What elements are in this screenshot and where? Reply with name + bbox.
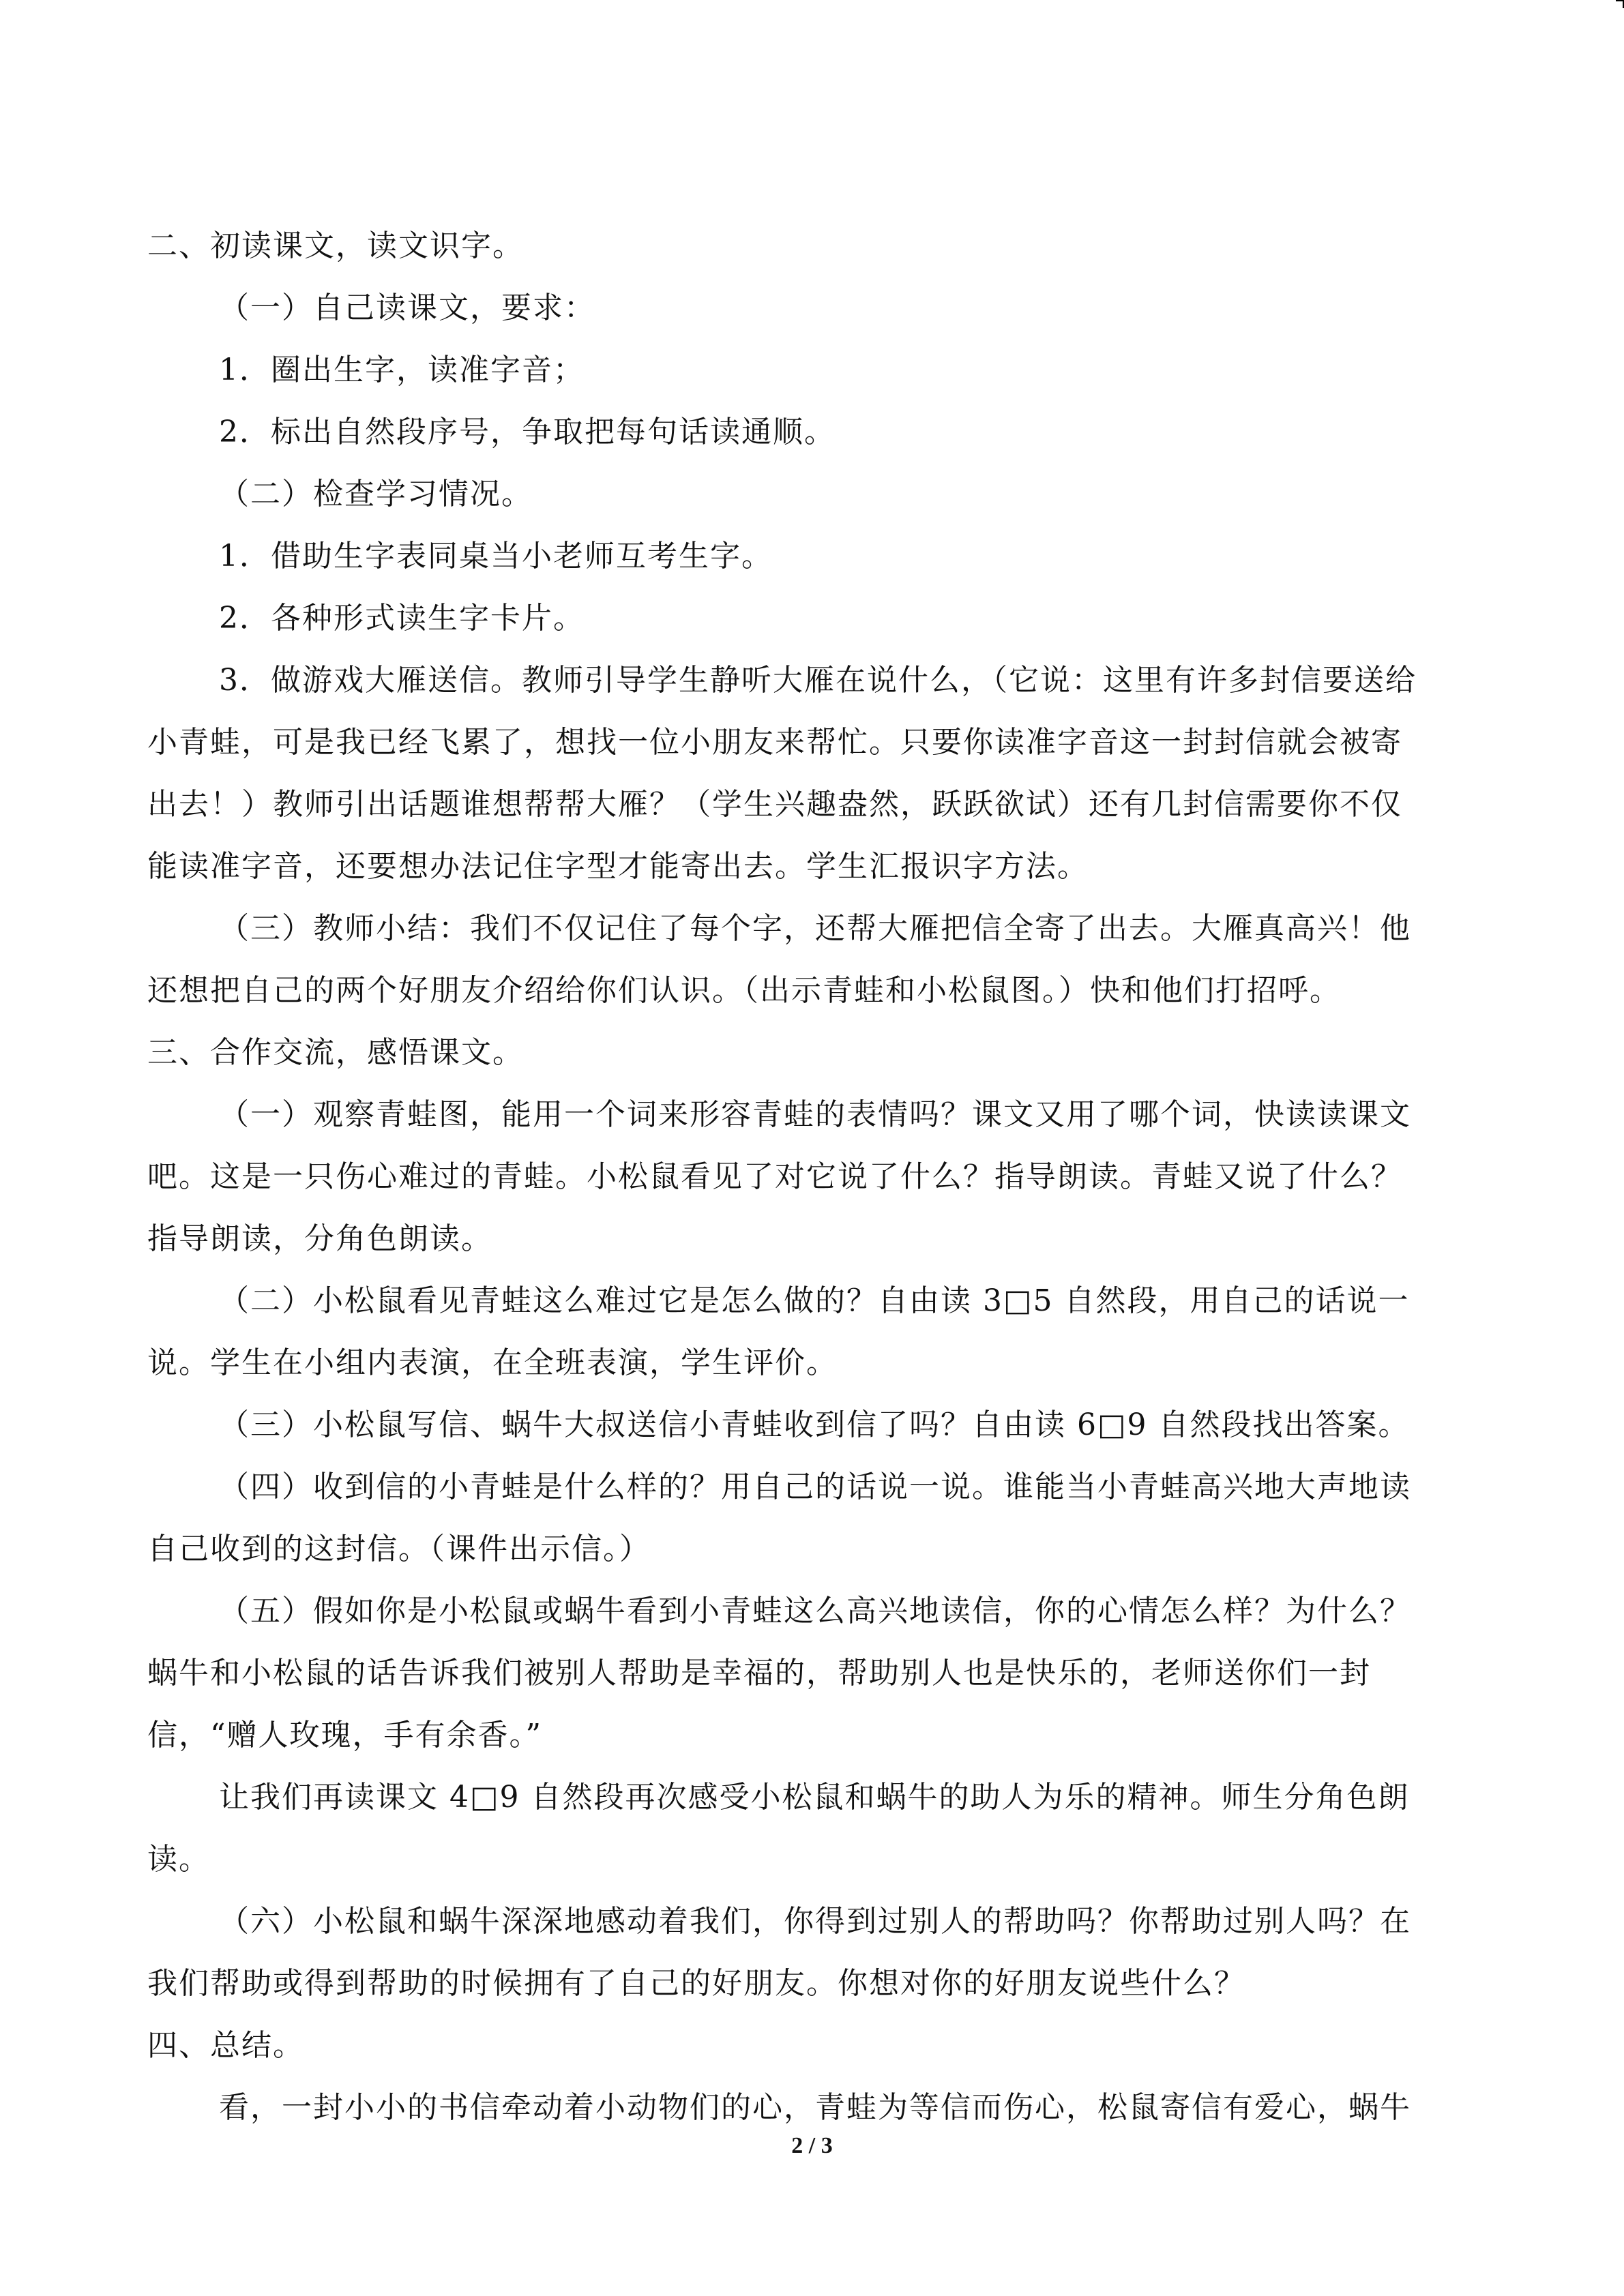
text-line: 读。 (147, 1842, 210, 1877)
text-line: 吧。这是一只伤心难过的青蛙。小松鼠看见了对它说了什么？指导朗读。青蛙又说了什么？ (147, 1159, 1402, 1194)
text-line: 2．标出自然段序号，争取把每句话读通顺。 (219, 415, 836, 449)
text-line: 1．圈出生字，读准字音； (219, 353, 585, 387)
text-line: （二）检查学习情况。 (219, 477, 533, 511)
document-body (147, 215, 1477, 2138)
text-line: 能读准字音，还要想办法记住字型才能寄出去。学生汇报识字方法。 (147, 849, 1089, 884)
text-line: 二、初读课文，读文识字。 (147, 228, 524, 263)
text-line: 指导朗读，分角色朗读。 (147, 1221, 492, 1256)
text-line: 蜗牛和小松鼠的话告诉我们被别人帮助是幸福的，帮助别人也是快乐的，老师送你们一封 (147, 1656, 1371, 1690)
text-line: 3．做游戏大雁送信。教师引导学生静听大雁在说什么，（它说：这里有许多封信要送给 (219, 663, 1417, 698)
text-line: 自己收到的这封信。（课件出示信。） (147, 1532, 651, 1566)
text-line: 小青蛙，可是我已经飞累了，想找一位小朋友来帮忙。只要你读准字音这一封封信就会被寄 (147, 725, 1402, 760)
text-line: 三、合作交流，感悟课文。 (147, 1035, 524, 1070)
text-line: 1．借助生字表同桌当小老师互考生字。 (219, 539, 773, 573)
page-corner-mark (1616, 0, 1624, 8)
text-line: 看，一封小小的书信牵动着小动物们的心，青蛙为等信而伤心，松鼠寄信有爱心，蜗牛 (219, 2090, 1411, 2125)
text-line: 信，“赠人玫瑰，手有余香。” (147, 1718, 542, 1753)
text-line: （六）小松鼠和蜗牛深深地感动着我们，你得到过别人的帮助吗？你帮助过别人吗？在 (219, 1904, 1411, 1939)
text-line: （一）自己读课文，要求： (219, 290, 595, 325)
text-line: （四）收到信的小青蛙是什么样的？用自己的话说一说。谁能当小青蛙高兴地大声地读 (219, 1470, 1411, 1504)
text-line: 我们帮助或得到帮助的时候拥有了自己的好朋友。你想对你的好朋友说些什么？ (147, 1966, 1245, 2001)
text-line: 让我们再读课文 4□9 自然段再次感受小松鼠和蜗牛的助人为乐的精神。师生分角色朗 (219, 1780, 1410, 1815)
text-line: （三）教师小结：我们不仅记住了每个字，还帮大雁把信全寄了出去。大雁真高兴！他 (219, 911, 1411, 946)
text-line: （三）小松鼠写信、蜗牛大叔送信小青蛙收到信了吗？自由读 6□9 自然段找出答案。 (219, 1407, 1410, 1442)
text-line: （五）假如你是小松鼠或蜗牛看到小青蛙这么高兴地读信，你的心情怎么样？为什么？ (219, 1594, 1411, 1628)
text-line: 还想把自己的两个好朋友介绍给你们认识。（出示青蛙和小松鼠图。）快和他们打招呼。 (147, 973, 1341, 1008)
text-line: 四、总结。 (147, 2028, 304, 2063)
page-number: 2 / 3 (791, 2133, 833, 2158)
text-line: 2．各种形式读生字卡片。 (219, 601, 585, 636)
text-line: （一）观察青蛙图，能用一个词来形容青蛙的表情吗？课文又用了哪个词，快读读课文 (219, 1097, 1411, 1132)
text-line: （二）小松鼠看见青蛙这么难过它是怎么做的？自由读 3□5 自然段，用自己的话说一 (219, 1283, 1410, 1318)
text-line: 说。学生在小组内表演，在全班表演，学生评价。 (147, 1345, 838, 1380)
text-line: 出去！）教师引出话题谁想帮帮大雁？（学生兴趣盎然，跃跃欲试）还有几封信需要你不仅 (147, 787, 1402, 822)
